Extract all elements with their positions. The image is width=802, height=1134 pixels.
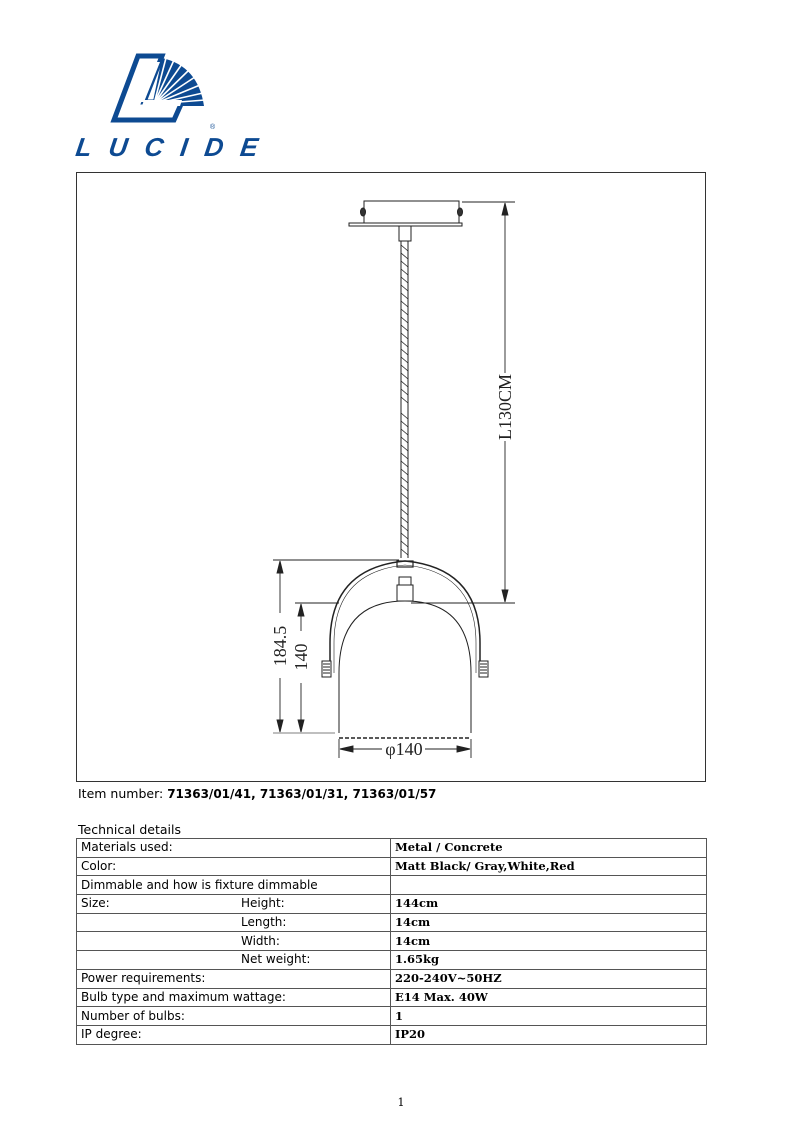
logo-mark-icon xyxy=(70,52,240,132)
table-row xyxy=(77,839,707,858)
row-label: IP degree: xyxy=(81,1027,142,1042)
table-row xyxy=(77,1007,707,1026)
diameter-dimension: φ140 xyxy=(385,739,423,759)
item-number-values: 71363/01/41, 71363/01/31, 71363/01/57 xyxy=(167,787,437,801)
row-value: 144cm xyxy=(391,895,707,914)
row-sublabel: Length: xyxy=(241,915,287,930)
pendant-lamp-drawing-icon xyxy=(77,173,707,783)
registered-mark: ® xyxy=(210,124,216,131)
table-row xyxy=(77,857,707,876)
row-sublabel: Height: xyxy=(241,896,285,911)
table-row xyxy=(77,913,707,932)
table-row xyxy=(77,988,707,1007)
row-label: Power requirements: xyxy=(81,971,206,986)
total-height-dimension: 184.5 xyxy=(270,625,290,667)
row-value: Metal / Concrete xyxy=(391,839,707,858)
row-value: E14 Max. 40W xyxy=(391,988,707,1007)
row-value: Matt Black/ Gray,White,Red xyxy=(391,857,707,876)
lucide-logo xyxy=(70,52,277,162)
row-label: Size: xyxy=(81,896,110,911)
row-label: Color: xyxy=(81,859,117,874)
technical-details-title: Technical details xyxy=(78,822,182,837)
row-value: 14cm xyxy=(391,932,707,951)
row-label xyxy=(81,914,241,931)
row-label xyxy=(81,951,241,968)
row-value: IP20 xyxy=(391,1025,707,1044)
row-value: 220-240V~50HZ xyxy=(391,969,707,988)
cable-length-dimension: L130CM xyxy=(495,373,515,441)
row-value xyxy=(391,876,707,895)
item-number xyxy=(78,786,436,801)
table-row xyxy=(77,932,707,951)
row-label: Dimmable and how is fixture dimmable xyxy=(81,877,318,892)
technical-drawing xyxy=(76,172,706,782)
row-label xyxy=(81,933,241,950)
row-label: Number of bulbs: xyxy=(81,1008,185,1023)
technical-details-table xyxy=(76,838,707,1045)
row-value: 14cm xyxy=(391,913,707,932)
logo-wordmark: LUCIDE xyxy=(73,132,277,162)
row-sublabel: Width: xyxy=(241,933,280,948)
item-number-label: Item number: xyxy=(78,786,168,801)
table-row xyxy=(77,1025,707,1044)
shade-height-dimension: 140 xyxy=(291,643,311,671)
row-label: Materials used: xyxy=(81,840,173,855)
table-row xyxy=(77,951,707,970)
page-number: 1 xyxy=(397,1096,405,1109)
table-row xyxy=(77,876,707,895)
row-sublabel: Net weight: xyxy=(241,952,311,967)
table-row xyxy=(77,969,707,988)
row-value: 1 xyxy=(391,1007,707,1026)
row-sublabel xyxy=(241,858,386,875)
row-label: Bulb type and maximum wattage: xyxy=(81,989,286,1004)
row-value: 1.65kg xyxy=(391,951,707,970)
row-sublabel xyxy=(241,839,386,856)
table-row xyxy=(77,895,707,914)
